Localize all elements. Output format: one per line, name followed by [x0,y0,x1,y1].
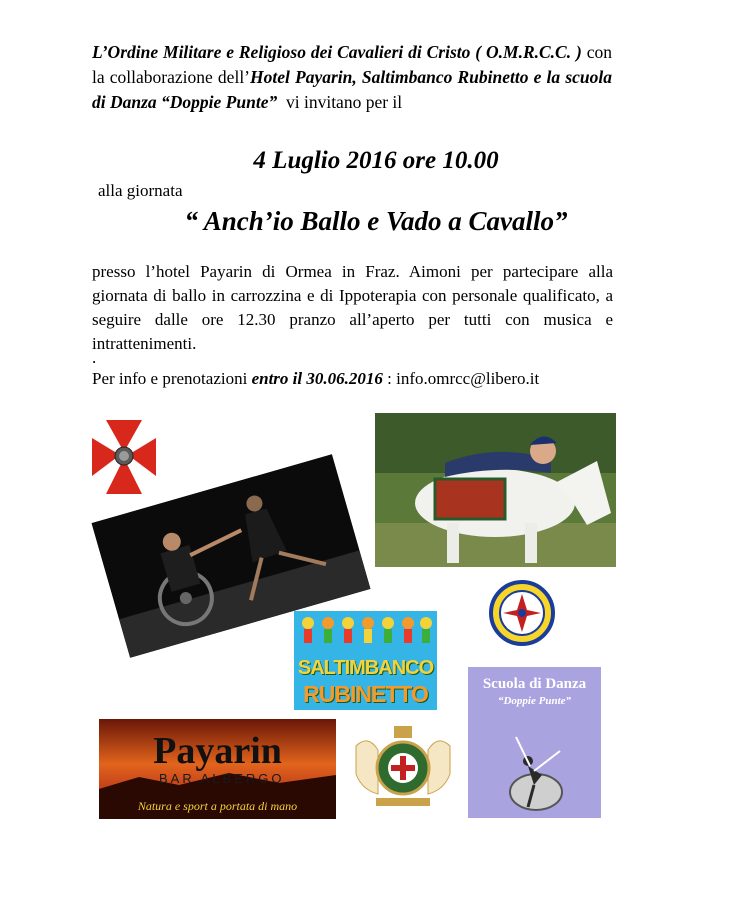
separator-dot: . [92,348,97,367]
lead-line: alla giornata [98,181,183,200]
hippotherapy-photo [375,413,616,567]
scuola-danza-logo [468,667,601,818]
heraldic-crest [348,724,458,810]
children-figures-icon [294,611,437,661]
info-email[interactable]: info.omrcc@libero.it [396,369,540,388]
payarin-slogan: Natura e sport a portata di mano [137,799,298,813]
saltimbanco-line2: RUBINETTO [303,681,428,707]
partners: Hotel Payarin, Saltimbanco Rubinetto e la scuola di Danza “Doppie Punte” [92,67,612,112]
saltimbanco-line1: SALTIMBANCO [297,657,434,679]
invite-text: vi invitano per il [285,92,403,112]
org-abbr: ( O.M.R.C.C. ) [475,42,582,62]
event-date: 4 Luglio 2016 ore 10.00 [253,147,499,174]
maltese-cross-icon [90,412,158,498]
info-sep: : [382,369,397,388]
event-description: presso l’hotel Payarin di Ormea in Fraz. Aimoni per partecipare alla giornata di ballo in carrozzina e di Ippoterapia con personale qualificato, a seguire dalle ore 12.30 pranzo all’aperto per tutti con musica e intrattenimenti. [92,262,613,353]
omrcc-badge [489,580,555,646]
ballerina-icon [468,667,601,818]
payarin-name: Payarin [153,730,282,772]
info-prefix: Per info e prenotazioni [92,369,248,388]
red-cross-emblem [90,412,158,498]
collab-text: con la collaborazione dell’ [92,42,612,87]
event-title: “ Anch’io Ballo e Vado a Cavallo” [184,206,568,236]
org-name: L’Ordine Militare e Religioso dei Cavalieri di Cristo [92,42,471,62]
info-deadline: entro il 30.06.2016 [251,369,383,388]
payarin-logo [99,719,336,819]
danza-title: Scuola di Danza [482,676,587,692]
info-line [92,369,539,389]
intro-paragraph [92,40,612,115]
payarin-sub: BAR ALBERGO [159,771,285,786]
danza-subtitle: “Doppie Punte” [497,695,572,707]
saltimbanco-logo [294,611,437,710]
